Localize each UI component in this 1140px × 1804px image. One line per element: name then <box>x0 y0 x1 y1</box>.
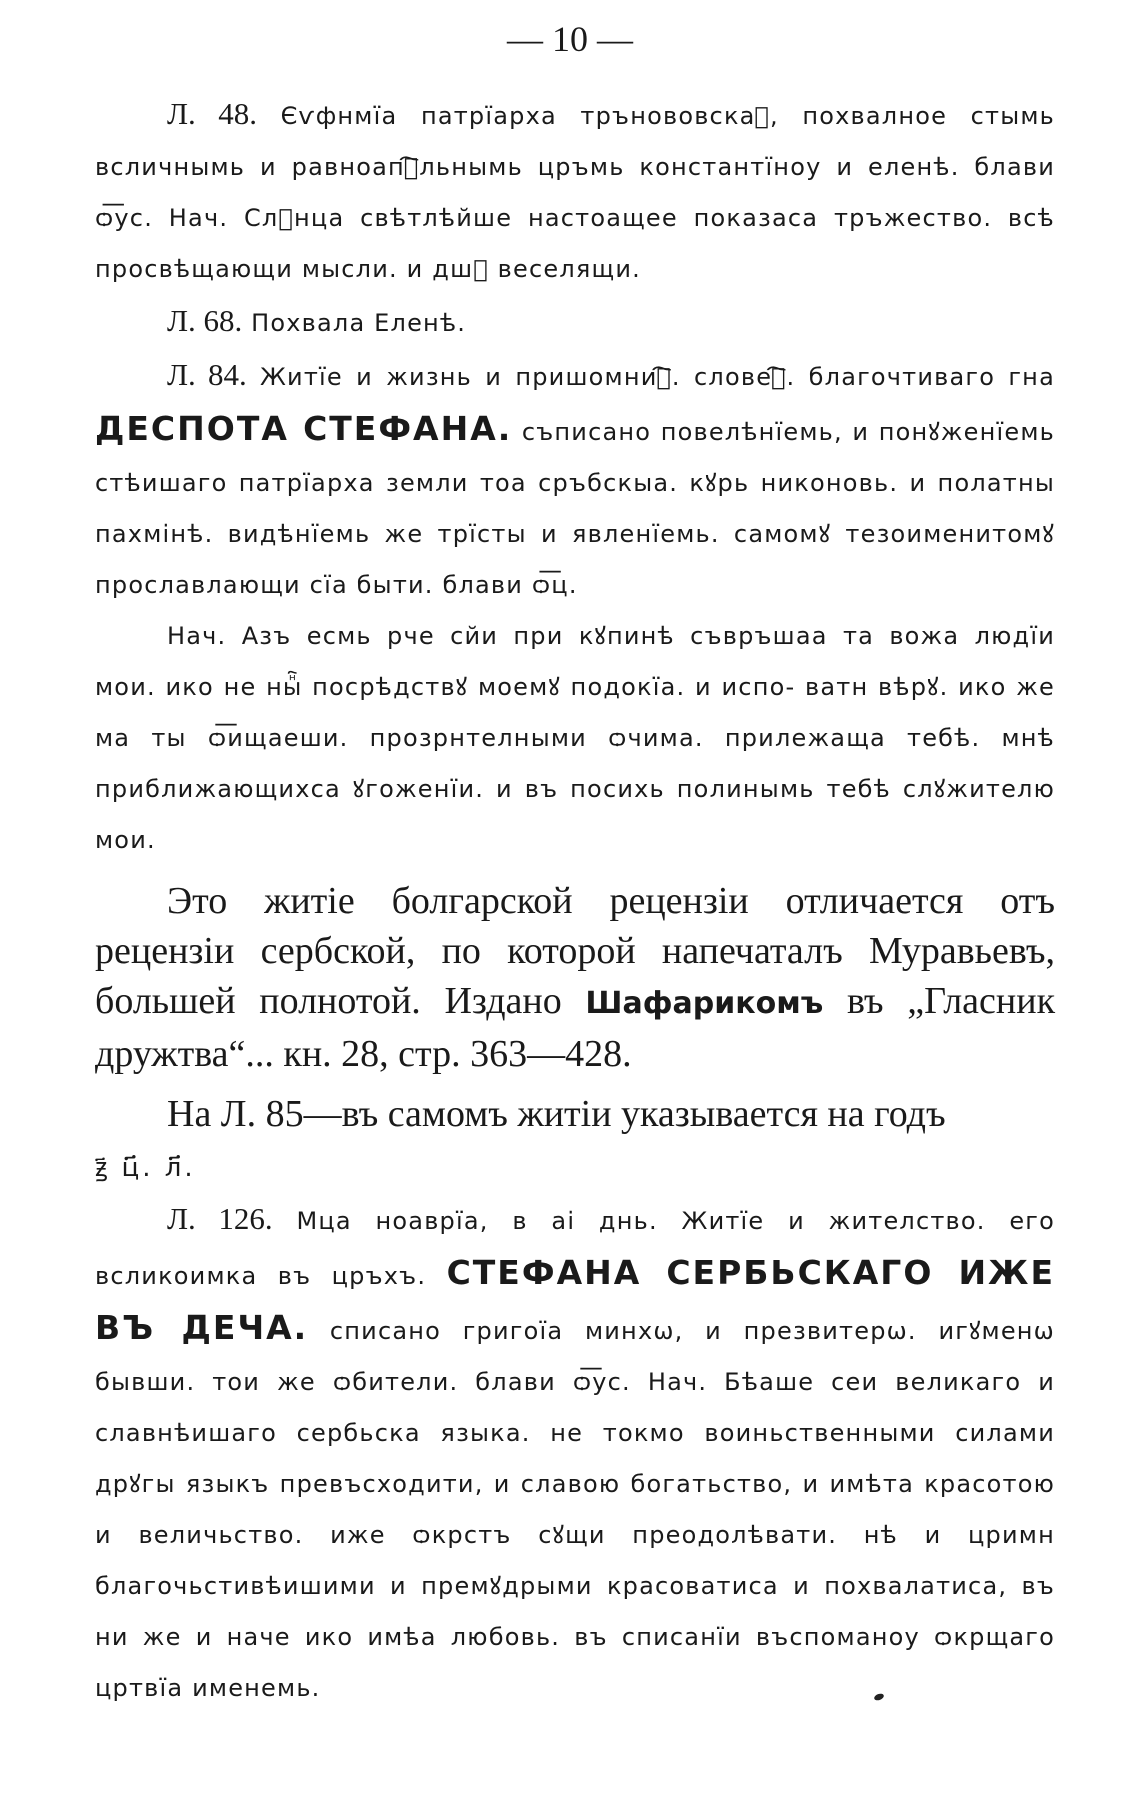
entry-title-stefan: СТЕФАНА СЕРБЬСКАГО ИЖЕ ВЪ ДЕЧА. <box>95 1253 1055 1347</box>
entry-text: Єѵфнмїа патрїарха трънововскаⷢ, похвалное стымь всличнымь и равноапⷭ҇льнымь цръмь константїноу и еленѣ. блави ѻ͞ус. Нач. Слꙋнца свѣтлѣйше настоащее показаса тръжество. всѣ просвѣщающи мысли. и дшꙋ веселящи. <box>95 102 1055 283</box>
russian-paragraph-2 <box>95 1089 1055 1193</box>
slavonic-date: ꙃ҃ ц҃. л҃. <box>95 1153 196 1183</box>
entry-text: Похвала Еленѣ. <box>251 309 467 337</box>
entry-incipit <box>95 611 1055 866</box>
entry-text: Азъ есмь рче сйи при кꙋпинѣ съвръшаа та вожа людїи мои. ико не ныⷩ҇ посрѣдствꙋ моемꙋ подокїа. и испо- ватн вѣрꙋ. ико же ма ты ѻ͞ищаеши. прозрнтелными ѻчима. прилежаща тебѣ. мнѣ приближающихса ꙋгоженїи. и въ посихь полинымь тебѣ слꙋжителю мои. <box>95 622 1055 854</box>
russian-paragraph-1 <box>95 876 1055 1079</box>
entry-text: Житїе и жизнь и пришомниⷭ҇. словеⷭ҇. благочтиваго гна <box>260 363 1055 391</box>
entry-ref: Л. 84. <box>167 357 247 392</box>
entry-l126 <box>95 1193 1055 1714</box>
ru-text: въ „Гласник дружтва“... кн. 28, стр. 363—428. <box>95 980 1056 1075</box>
ru-text: На Л. 85—въ самомъ житiи указывается на годъ <box>167 1093 946 1135</box>
entry-ref: Л. 68. <box>167 303 243 338</box>
entry-text: съписано повелѣнїемь, и понꙋженїемь стѣишаго патрїарха земли тоа сръбскыа. кꙋрь никоновь. и полатны пахмінѣ. видѣнїемь же трїсты и явленїемь. самомꙋ тезоименитомꙋ прославлающи сїа быти. блави ѻ͞ц. <box>95 418 1055 599</box>
entry-title-despot: ДЕСПОТА СТЕФАНА. <box>95 409 513 448</box>
ru-bold-name: Шафарикомъ <box>585 986 824 1021</box>
entry-l84 <box>95 349 1055 611</box>
ru-text: Это житiе болгарской рецензiи отличается отъ рецензiи сербской, по которой напечаталъ Муравьевъ, большей полнотой. Издано <box>95 880 1055 1022</box>
entry-text: Мца ноаврїа, в аі днь. Житїе и жителство. его всликоимка въ цръхъ. <box>95 1207 1055 1290</box>
entry-l68 <box>95 295 1055 349</box>
entry-ref: Л. 126. <box>167 1201 273 1236</box>
entry-text: списано григоїа минхѡ, и презвитерѡ. игꙋменѡ бывши. тои же ѻбители. блави ѻ͞ус. Нач. Бѣаше сеи великаго и славнѣишаго сербьска языка. не токмо воиньственными силами дрꙋгы языкъ превъсходити, и славою богатьство, и имѣта красотою и величьство. иже ѻкрстъ сꙋщи преодолѣвати. нѣ и цримн благочьстивѣишими и премꙋдрыми красоватиса и похвалатиса, въ ни же и наче ико имѣа любовь. въ списанїи въспоманоу ѻкрщаго цртвїа именемь. <box>95 1317 1055 1702</box>
entry-ref: Л. 48. <box>167 96 258 131</box>
page-body <box>95 88 1055 1714</box>
page-number: — 10 — <box>507 19 633 59</box>
entry-l48 <box>95 88 1055 295</box>
entry-ref: Нач. <box>167 622 227 650</box>
